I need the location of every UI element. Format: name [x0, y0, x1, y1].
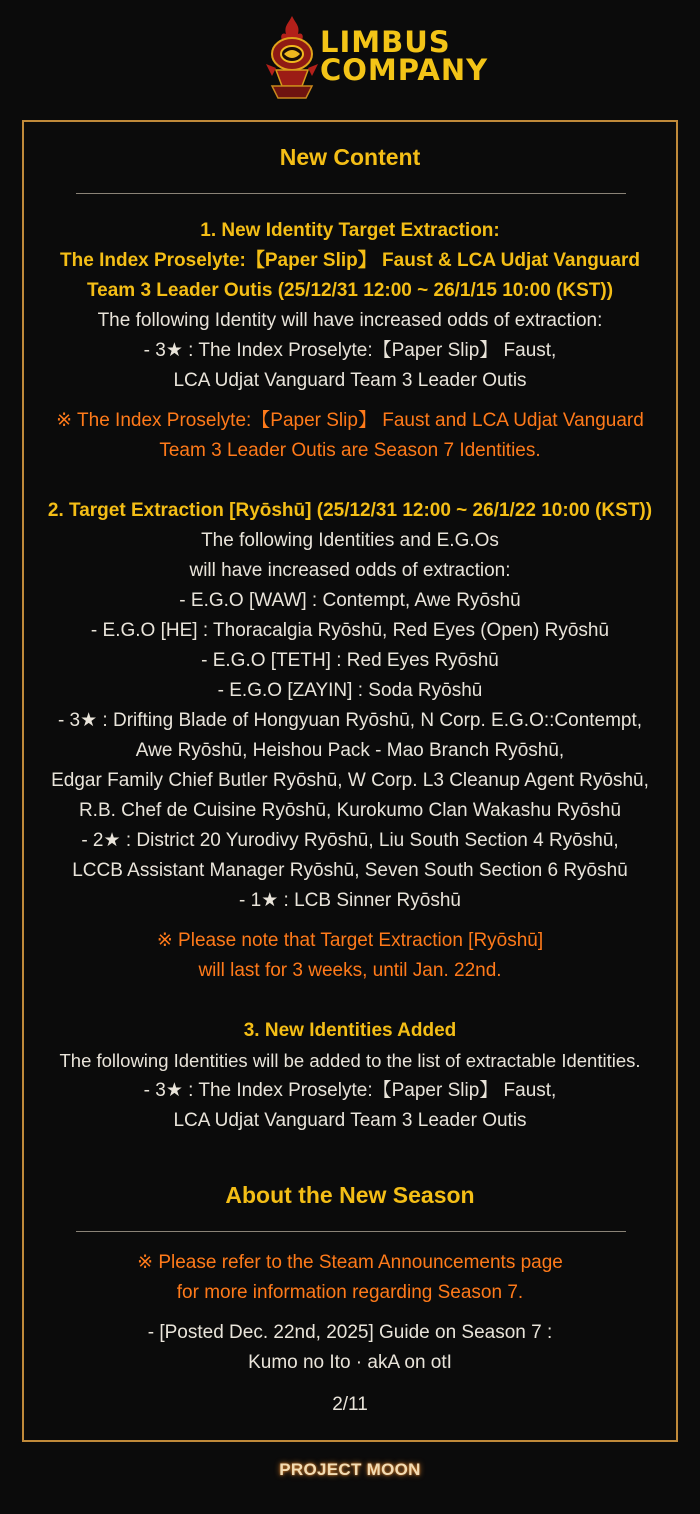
item-2-note-line1: ※ Please note that Target Extraction [Ryōshū]: [156, 930, 544, 951]
item-2-list-line: - 1★ : LCB Sinner Ryōshū: [239, 890, 461, 911]
notice-frame: [22, 120, 678, 1442]
item-2-list-line: LCCB Assistant Manager Ryōshū, Seven South Section 6 Ryōshū: [72, 860, 628, 881]
season-note-line1: ※ Please refer to the Steam Announcements page: [137, 1252, 563, 1273]
item-3-list-line1: - 3★ : The Index Proselyte:【Paper Slip】 Faust,: [143, 1080, 557, 1101]
item-2-list-line: - E.G.O [ZAYIN] : Soda Ryōshū: [217, 680, 483, 701]
item-2-description-line2: will have increased odds of extraction:: [189, 560, 511, 581]
project-moon-logo: PROJECT MOON: [279, 1460, 421, 1479]
emblem-icon: [262, 14, 322, 100]
season-guide-post: [24, 1318, 676, 1378]
section-heading-new-content: New Content: [279, 144, 421, 170]
item-2-list-line: R.B. Chef de Cuisine Ryōshū, Kurokumo Clan Wakashu Ryōshū: [78, 800, 622, 821]
page-indicator: 2/11: [332, 1394, 368, 1415]
limbus-company-logo: [262, 14, 489, 100]
item-3: [24, 1016, 676, 1136]
item-2-note-line2: will last for 3 weeks, until Jan. 22nd.: [198, 960, 502, 981]
item-1-title: 1. New Identity Target Extraction:: [200, 220, 500, 241]
item-1-name-line1: The Index Proselyte:【Paper Slip】 Faust & LCA Udjat Vanguard: [60, 250, 640, 271]
section-heading-new-season: About the New Season: [225, 1182, 475, 1208]
item-2-list-line: - E.G.O [HE] : Thoracalgia Ryōshū, Red Eyes (Open) Ryōshū: [90, 620, 610, 641]
item-3-list-line2: LCA Udjat Vanguard Team 3 Leader Outis: [173, 1110, 527, 1131]
item-2-list-line: Edgar Family Chief Butler Ryōshū, W Corp. L3 Cleanup Agent Ryōshū,: [51, 770, 649, 791]
item-1-note-line1: ※ The Index Proselyte:【Paper Slip】 Faust and LCA Udjat Vanguard: [56, 410, 644, 431]
item-2-description-line1: The following Identities and E.G.Os: [201, 530, 499, 551]
item-2-list-line: - 3★ : Drifting Blade of Hongyuan Ryōshū, N Corp. E.G.O::Contempt,: [57, 710, 643, 731]
item-2-note: [24, 926, 676, 986]
item-1-list-line2: LCA Udjat Vanguard Team 3 Leader Outis: [173, 370, 527, 391]
item-1-note-line2: Team 3 Leader Outis are Season 7 Identities.: [159, 440, 541, 461]
item-2-list-line: - E.G.O [WAW] : Contempt, Awe Ryōshū: [179, 590, 521, 611]
season-guide-line1: - [Posted Dec. 22nd, 2025] Guide on Season 7 :: [147, 1322, 553, 1343]
item-1-description: The following Identity will have increased odds of extraction:: [97, 310, 603, 331]
item-2-list-line: - 2★ : District 20 Yurodivy Ryōshū, Liu South Section 4 Ryōshū,: [81, 830, 619, 851]
item-1-list-line1: - 3★ : The Index Proselyte:【Paper Slip】 Faust,: [143, 340, 557, 361]
season-note: [24, 1248, 676, 1308]
item-3-description: The following Identities will be added to the list of extractable Identities.: [59, 1050, 641, 1071]
item-2-list-line: Awe Ryōshū, Heishou Pack - Mao Branch Ryōshū,: [135, 740, 565, 761]
divider: [76, 1231, 626, 1232]
season-guide-line2: Kumo no Ito · akA on otI: [248, 1352, 452, 1373]
season-note-line2: for more information regarding Season 7.: [176, 1282, 524, 1303]
item-2-list-line: - E.G.O [TETH] : Red Eyes Ryōshū: [201, 650, 499, 671]
item-2-title: 2. Target Extraction [Ryōshū] (25/12/31 12:00 ~ 26/1/22 10:00 (KST)): [47, 500, 653, 521]
item-2: [24, 496, 676, 916]
item-1-note: [24, 406, 676, 466]
item-1: [24, 216, 676, 396]
logo-wordmark: LIMBUS COMPANY: [320, 25, 489, 87]
item-1-name-line2: Team 3 Leader Outis (25/12/31 12:00 ~ 26/1/15 10:00 (KST)): [86, 280, 614, 301]
item-3-title: 3. New Identities Added: [243, 1020, 457, 1041]
divider: [76, 193, 626, 194]
